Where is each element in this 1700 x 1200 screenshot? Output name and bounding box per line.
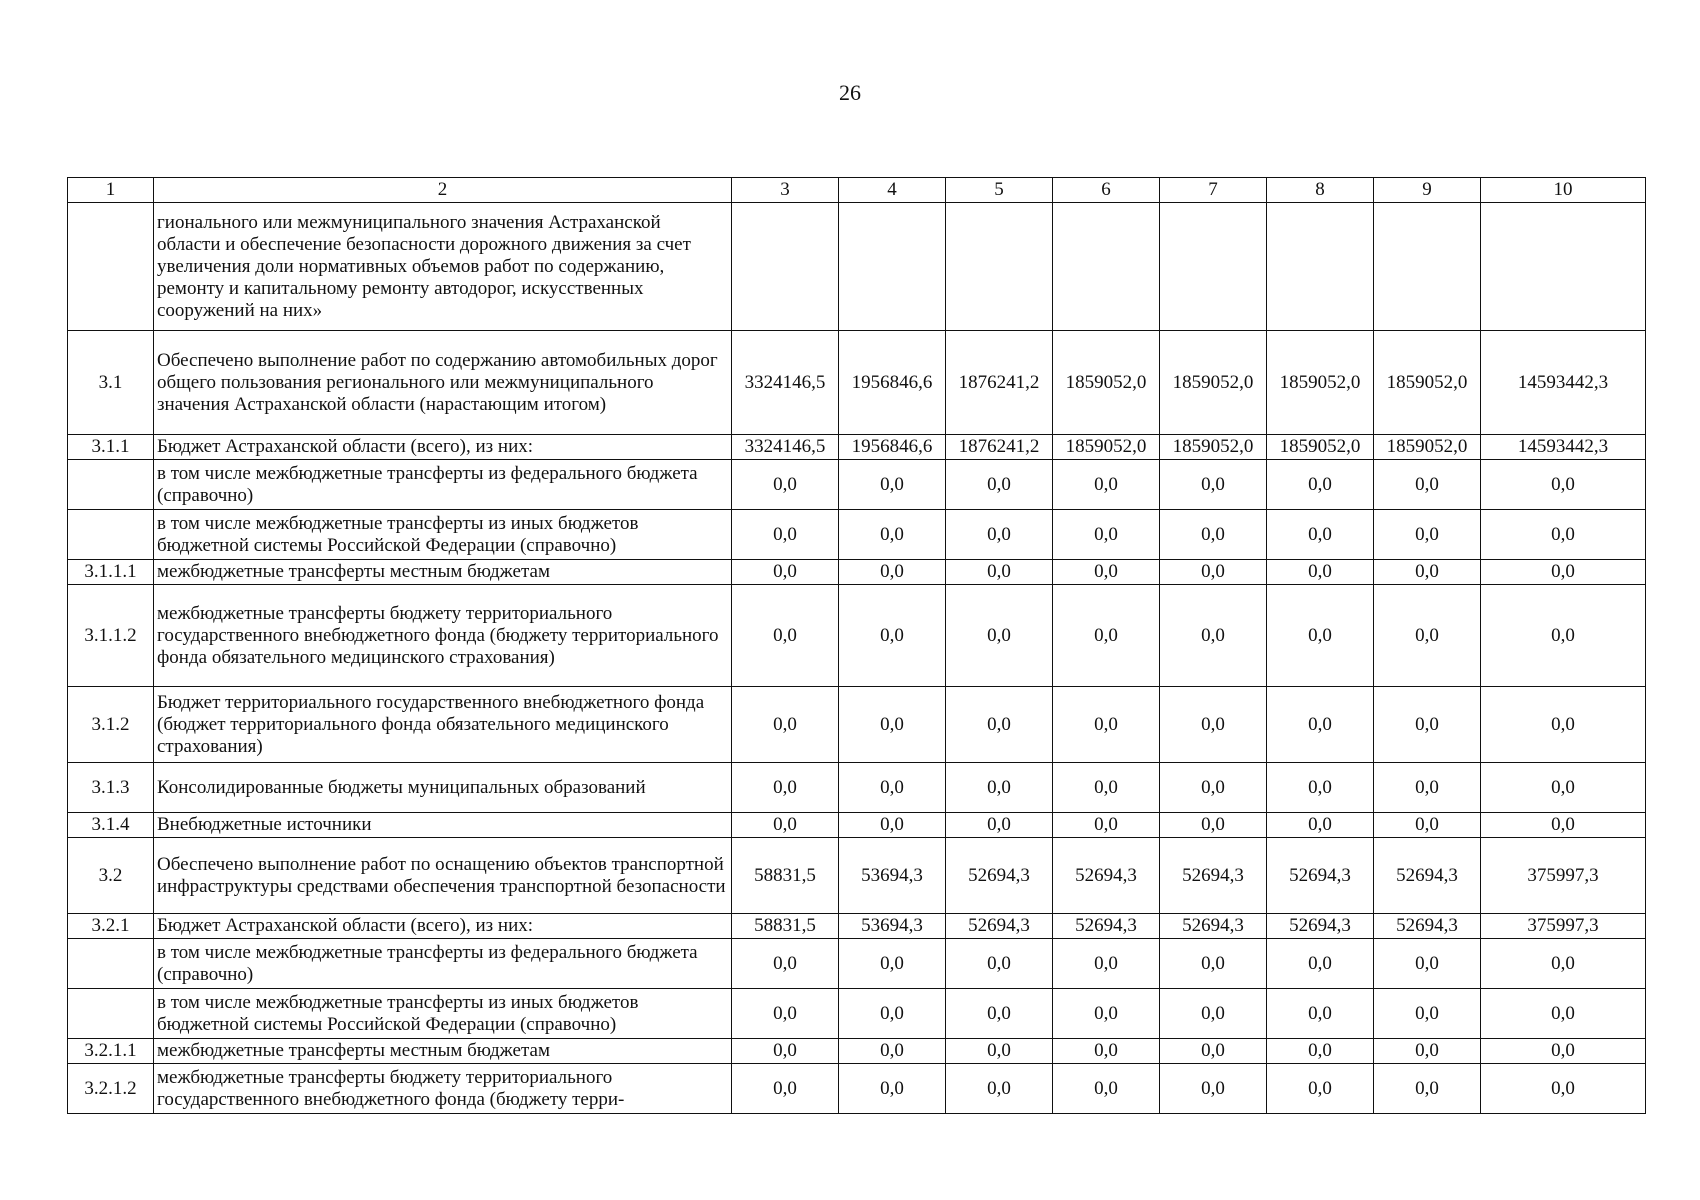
table-row <box>68 435 1646 460</box>
table-row <box>68 585 1646 687</box>
value-cell: 3324146,5 <box>732 331 839 435</box>
table-row <box>68 560 1646 585</box>
row-description: межбюджетные трансферты местным бюджетам <box>154 560 732 585</box>
value-cell: 52694,3 <box>1160 838 1267 914</box>
value-cell: 0,0 <box>946 989 1053 1039</box>
value-cell: 0,0 <box>1374 460 1481 510</box>
value-cell: 1956846,6 <box>839 331 946 435</box>
value-cell <box>839 203 946 331</box>
table-row <box>68 914 1646 939</box>
row-code <box>68 510 154 560</box>
value-cell: 0,0 <box>1053 763 1160 813</box>
value-cell: 0,0 <box>732 989 839 1039</box>
value-cell: 1859052,0 <box>1053 331 1160 435</box>
value-cell: 0,0 <box>732 460 839 510</box>
value-cell: 52694,3 <box>1267 914 1374 939</box>
row-description: Бюджет Астраханской области (всего), из них: <box>154 435 732 460</box>
value-cell: 58831,5 <box>732 914 839 939</box>
column-header: 2 <box>154 178 732 203</box>
value-cell: 0,0 <box>946 1039 1053 1064</box>
column-header: 10 <box>1481 178 1646 203</box>
row-description: Бюджет Астраханской области (всего), из них: <box>154 914 732 939</box>
row-code <box>68 939 154 989</box>
value-cell: 52694,3 <box>1374 914 1481 939</box>
value-cell: 0,0 <box>1374 510 1481 560</box>
value-cell: 0,0 <box>839 763 946 813</box>
row-description: Обеспечено выполнение работ по содержанию автомобильных дорог общего пользования регионального или межмуниципального значения Астраханской области (нарастающим итогом) <box>154 331 732 435</box>
value-cell: 375997,3 <box>1481 838 1646 914</box>
value-cell: 0,0 <box>1053 460 1160 510</box>
value-cell: 1859052,0 <box>1374 435 1481 460</box>
table-row <box>68 813 1646 838</box>
column-header: 3 <box>732 178 839 203</box>
row-code: 3.1 <box>68 331 154 435</box>
value-cell <box>1374 203 1481 331</box>
table-row <box>68 203 1646 331</box>
value-cell: 0,0 <box>1481 687 1646 763</box>
value-cell: 0,0 <box>732 1039 839 1064</box>
table-row <box>68 989 1646 1039</box>
value-cell: 0,0 <box>1160 510 1267 560</box>
table-body <box>68 203 1646 1114</box>
value-cell: 0,0 <box>946 687 1053 763</box>
value-cell: 0,0 <box>1481 460 1646 510</box>
column-number-row <box>68 178 1646 203</box>
column-header: 9 <box>1374 178 1481 203</box>
value-cell <box>732 203 839 331</box>
value-cell: 0,0 <box>1267 989 1374 1039</box>
value-cell: 0,0 <box>1160 813 1267 838</box>
value-cell: 0,0 <box>732 560 839 585</box>
row-description: в том числе межбюджетные трансферты из иных бюджетов бюджетной системы Российской Федерации (справочно) <box>154 510 732 560</box>
value-cell: 52694,3 <box>1374 838 1481 914</box>
value-cell: 0,0 <box>1267 813 1374 838</box>
column-header: 4 <box>839 178 946 203</box>
value-cell: 52694,3 <box>1053 914 1160 939</box>
value-cell: 375997,3 <box>1481 914 1646 939</box>
value-cell: 0,0 <box>839 1039 946 1064</box>
row-code <box>68 989 154 1039</box>
value-cell: 0,0 <box>1481 939 1646 989</box>
value-cell: 1876241,2 <box>946 331 1053 435</box>
value-cell: 0,0 <box>839 510 946 560</box>
column-header: 1 <box>68 178 154 203</box>
value-cell: 53694,3 <box>839 914 946 939</box>
value-cell: 0,0 <box>839 813 946 838</box>
row-description: межбюджетные трансферты бюджету территориального государственного внебюджетного фонда (бюджету территориального фонда обязательного медицинского страхования) <box>154 585 732 687</box>
row-code: 3.1.1.1 <box>68 560 154 585</box>
value-cell: 52694,3 <box>946 838 1053 914</box>
value-cell: 0,0 <box>1160 560 1267 585</box>
value-cell: 0,0 <box>1267 939 1374 989</box>
value-cell: 0,0 <box>839 687 946 763</box>
value-cell: 0,0 <box>1267 1064 1374 1114</box>
value-cell <box>1267 203 1374 331</box>
value-cell: 3324146,5 <box>732 435 839 460</box>
value-cell: 0,0 <box>732 510 839 560</box>
value-cell: 1859052,0 <box>1160 331 1267 435</box>
value-cell: 0,0 <box>732 585 839 687</box>
row-description: в том числе межбюджетные трансферты из федерального бюджета (справочно) <box>154 939 732 989</box>
row-description: Обеспечено выполнение работ по оснащению объектов транспортной инфраструктуры средствами обеспечения транспортной безопасности <box>154 838 732 914</box>
value-cell: 0,0 <box>1053 1039 1160 1064</box>
value-cell: 1859052,0 <box>1053 435 1160 460</box>
value-cell: 1956846,6 <box>839 435 946 460</box>
table-row <box>68 1039 1646 1064</box>
value-cell: 0,0 <box>1160 687 1267 763</box>
value-cell: 0,0 <box>946 939 1053 989</box>
page-number: 26 <box>839 80 861 105</box>
value-cell: 0,0 <box>946 813 1053 838</box>
row-description: в том числе межбюджетные трансферты из иных бюджетов бюджетной системы Российской Федерации (справочно) <box>154 989 732 1039</box>
row-code: 3.2.1.2 <box>68 1064 154 1114</box>
value-cell: 0,0 <box>1481 1039 1646 1064</box>
value-cell <box>1481 203 1646 331</box>
row-description: Бюджет территориального государственного внебюджетного фонда (бюджет территориального фонда обязательного медицинского страхования) <box>154 687 732 763</box>
value-cell: 1859052,0 <box>1374 331 1481 435</box>
table-row <box>68 510 1646 560</box>
value-cell: 1859052,0 <box>1160 435 1267 460</box>
value-cell: 0,0 <box>1481 763 1646 813</box>
value-cell: 0,0 <box>946 585 1053 687</box>
value-cell: 0,0 <box>946 560 1053 585</box>
value-cell: 0,0 <box>839 1064 946 1114</box>
value-cell: 0,0 <box>1053 939 1160 989</box>
value-cell: 0,0 <box>1374 763 1481 813</box>
value-cell: 0,0 <box>1374 1039 1481 1064</box>
value-cell: 0,0 <box>1267 763 1374 813</box>
row-code: 3.1.1 <box>68 435 154 460</box>
table-row <box>68 939 1646 989</box>
value-cell: 0,0 <box>1053 585 1160 687</box>
row-code: 3.2.1 <box>68 914 154 939</box>
value-cell: 0,0 <box>1267 585 1374 687</box>
row-code: 3.2.1.1 <box>68 1039 154 1064</box>
row-description: гионального или межмуниципального значения Астраханской области и обеспечение безопасности дорожного движения за счет увеличения доли нормативных объемов работ по содержанию, ремонту и капитальному ремонту автодорог, искусственных сооружений на них» <box>154 203 732 331</box>
value-cell: 0,0 <box>1481 585 1646 687</box>
table-row <box>68 460 1646 510</box>
row-code: 3.1.2 <box>68 687 154 763</box>
row-code: 3.2 <box>68 838 154 914</box>
value-cell: 0,0 <box>839 585 946 687</box>
value-cell: 0,0 <box>732 687 839 763</box>
column-header: 8 <box>1267 178 1374 203</box>
value-cell: 0,0 <box>1160 989 1267 1039</box>
value-cell: 0,0 <box>839 560 946 585</box>
value-cell: 0,0 <box>1160 1064 1267 1114</box>
value-cell: 0,0 <box>1160 939 1267 989</box>
column-header: 7 <box>1160 178 1267 203</box>
value-cell: 0,0 <box>1374 687 1481 763</box>
value-cell: 0,0 <box>1267 687 1374 763</box>
value-cell: 0,0 <box>946 460 1053 510</box>
value-cell: 0,0 <box>1053 989 1160 1039</box>
row-description: в том числе межбюджетные трансферты из федерального бюджета (справочно) <box>154 460 732 510</box>
value-cell: 0,0 <box>1160 763 1267 813</box>
budget-table <box>67 177 1646 1114</box>
value-cell: 0,0 <box>946 1064 1053 1114</box>
value-cell: 0,0 <box>1481 510 1646 560</box>
row-code <box>68 460 154 510</box>
value-cell: 0,0 <box>1160 585 1267 687</box>
value-cell: 0,0 <box>1374 813 1481 838</box>
row-description: межбюджетные трансферты местным бюджетам <box>154 1039 732 1064</box>
table-row <box>68 331 1646 435</box>
value-cell: 0,0 <box>946 763 1053 813</box>
value-cell: 0,0 <box>1053 560 1160 585</box>
table-row <box>68 1064 1646 1114</box>
value-cell: 0,0 <box>1481 813 1646 838</box>
value-cell: 0,0 <box>1267 460 1374 510</box>
value-cell: 0,0 <box>732 1064 839 1114</box>
value-cell: 0,0 <box>1374 585 1481 687</box>
value-cell: 0,0 <box>1374 1064 1481 1114</box>
value-cell: 0,0 <box>946 510 1053 560</box>
value-cell: 0,0 <box>1374 560 1481 585</box>
value-cell: 52694,3 <box>1053 838 1160 914</box>
value-cell: 0,0 <box>1374 989 1481 1039</box>
row-code: 3.1.4 <box>68 813 154 838</box>
value-cell: 0,0 <box>1481 560 1646 585</box>
row-description: межбюджетные трансферты бюджету территориального государственного внебюджетного фонда (бюджету терри- <box>154 1064 732 1114</box>
value-cell: 52694,3 <box>1160 914 1267 939</box>
column-header: 6 <box>1053 178 1160 203</box>
value-cell: 0,0 <box>1053 813 1160 838</box>
value-cell: 0,0 <box>1267 1039 1374 1064</box>
value-cell: 58831,5 <box>732 838 839 914</box>
value-cell: 1859052,0 <box>1267 331 1374 435</box>
value-cell: 1859052,0 <box>1267 435 1374 460</box>
row-description: Консолидированные бюджеты муниципальных образований <box>154 763 732 813</box>
column-header: 5 <box>946 178 1053 203</box>
value-cell: 0,0 <box>839 460 946 510</box>
value-cell: 52694,3 <box>1267 838 1374 914</box>
value-cell: 0,0 <box>1160 460 1267 510</box>
table-row <box>68 763 1646 813</box>
value-cell <box>1053 203 1160 331</box>
value-cell: 0,0 <box>1053 510 1160 560</box>
table-row <box>68 838 1646 914</box>
value-cell: 0,0 <box>839 939 946 989</box>
value-cell: 0,0 <box>1053 687 1160 763</box>
row-description: Внебюджетные источники <box>154 813 732 838</box>
row-code: 3.1.1.2 <box>68 585 154 687</box>
value-cell: 52694,3 <box>946 914 1053 939</box>
row-code: 3.1.3 <box>68 763 154 813</box>
value-cell: 0,0 <box>732 939 839 989</box>
value-cell: 53694,3 <box>839 838 946 914</box>
value-cell: 0,0 <box>1267 510 1374 560</box>
value-cell: 1876241,2 <box>946 435 1053 460</box>
value-cell: 0,0 <box>1481 1064 1646 1114</box>
value-cell: 0,0 <box>839 989 946 1039</box>
value-cell: 14593442,3 <box>1481 435 1646 460</box>
value-cell: 0,0 <box>1481 989 1646 1039</box>
value-cell <box>1160 203 1267 331</box>
value-cell: 0,0 <box>1160 1039 1267 1064</box>
value-cell: 0,0 <box>732 813 839 838</box>
value-cell <box>946 203 1053 331</box>
value-cell: 0,0 <box>732 763 839 813</box>
value-cell: 0,0 <box>1267 560 1374 585</box>
value-cell: 0,0 <box>1374 939 1481 989</box>
table-row <box>68 687 1646 763</box>
row-code <box>68 203 154 331</box>
value-cell: 0,0 <box>1053 1064 1160 1114</box>
value-cell: 14593442,3 <box>1481 331 1646 435</box>
